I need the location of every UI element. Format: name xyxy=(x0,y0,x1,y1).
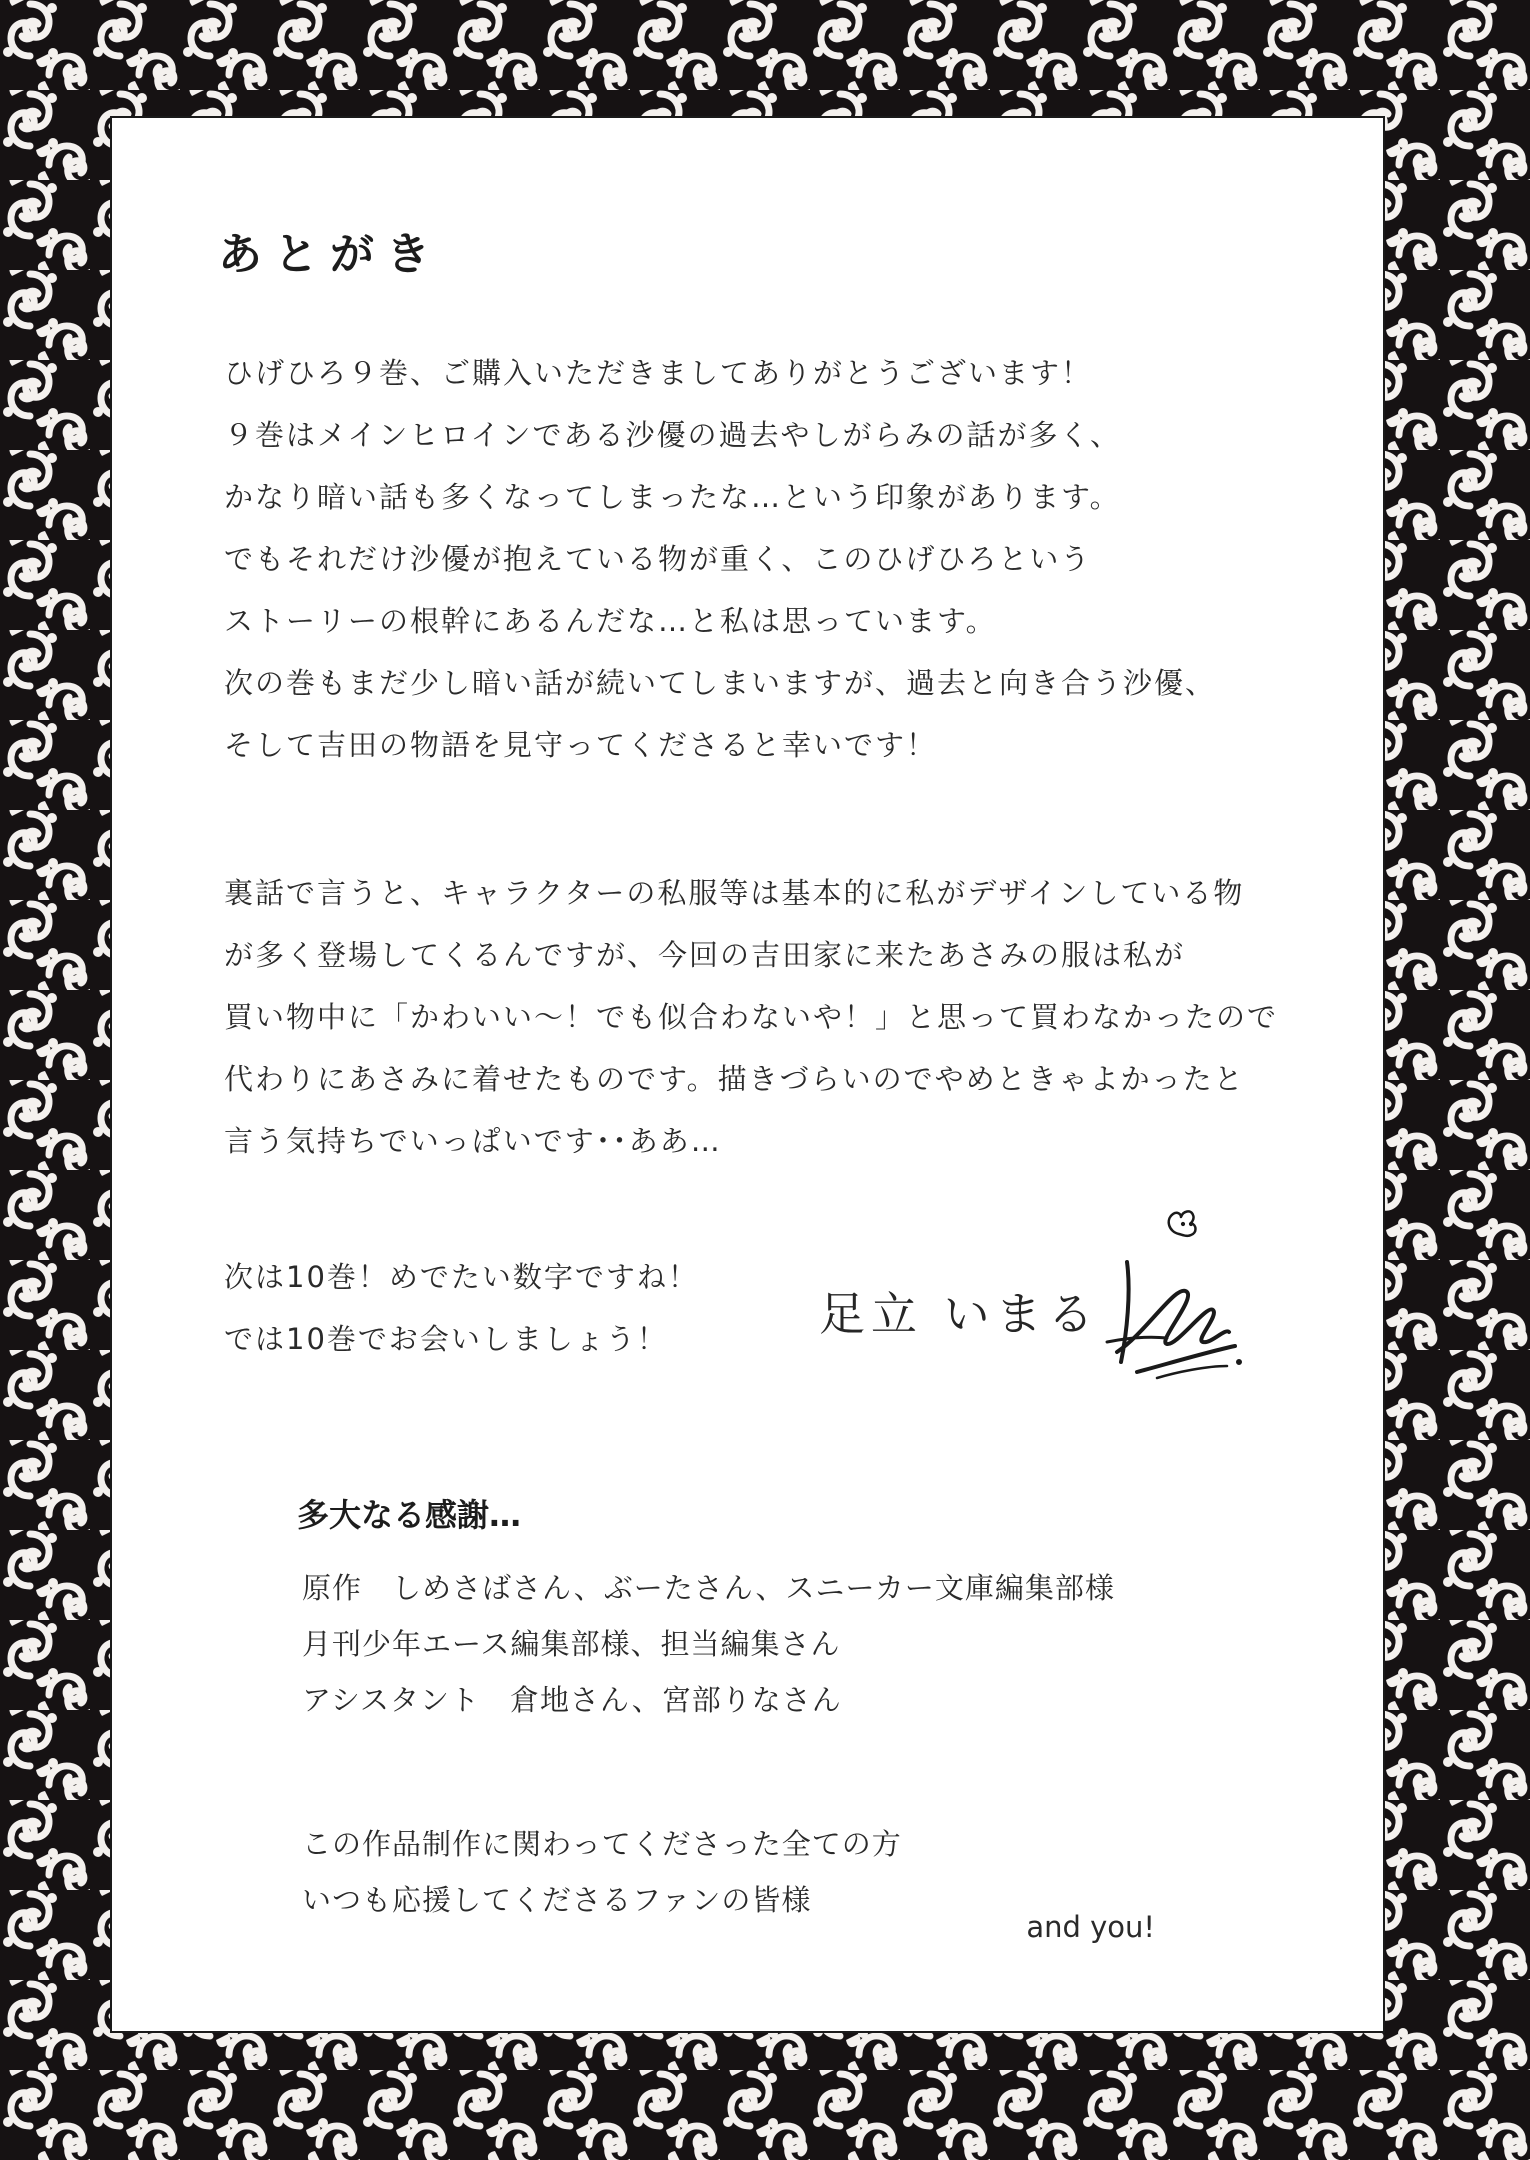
text-line: ストーリーの根幹にあるんだな…と私は思っています。 xyxy=(224,604,997,638)
text-line: 買い物中に「かわいい〜！でも似合わないや！」と思って買わなかったので xyxy=(224,1000,1279,1034)
text-line: 代わりにあさみに着せたものです。描きづらいのでやめときゃよかったと xyxy=(224,1062,1245,1096)
text-line: では10巻でお会いしましょう！ xyxy=(224,1322,668,1356)
text-line: ひげひろ９巻、ご購入いただきましてありがとうございます！ xyxy=(224,356,1093,390)
thanks-heading: 多大なる感謝… xyxy=(297,1496,522,1534)
afterword-page xyxy=(110,116,1385,2033)
and-you-text: and you! xyxy=(1026,1910,1155,1944)
text-line: が多く登場してくるんですが、今回の吉田家に来たあさみの服は私が xyxy=(224,938,1186,972)
credit-line: 原作 しめさばさん、ぶーたさん、スニーカー文庫編集部様 xyxy=(302,1571,1115,1605)
author-signature-icon xyxy=(1097,1202,1247,1392)
paragraph-behind-the-scenes xyxy=(224,862,1278,1172)
closing-line: この作品制作に関わってくださった全ての方 xyxy=(302,1827,902,1861)
page-title: あとがき xyxy=(218,229,442,280)
credits-list xyxy=(302,1560,1115,1728)
text-line: 言う気持ちでいっぱいです･･ああ… xyxy=(224,1124,722,1158)
author-name: 足立 いまる xyxy=(819,1287,1100,1341)
closing-line: いつも応援してくださるファンの皆様 xyxy=(302,1883,812,1917)
text-line: 次の巻もまだ少し暗い話が続いてしまいますが、過去と向き合う沙優、 xyxy=(224,666,1217,700)
text-line: でもそれだけ沙優が抱えている物が重く、このひげひろという xyxy=(224,542,1092,576)
text-line: かなり暗い話も多くなってしまったな…という印象があります。 xyxy=(224,480,1121,514)
credit-line: 月刊少年エース編集部様、担当編集さん xyxy=(302,1627,841,1661)
text-line: 次は10巻！めでたい数字ですね！ xyxy=(224,1260,699,1294)
paragraph-thanks xyxy=(224,342,1216,776)
credit-line: アシスタント 倉地さん、宮部りなさん xyxy=(302,1683,842,1717)
paragraph-next-volume xyxy=(224,1246,699,1370)
closing-thanks xyxy=(302,1816,902,1928)
text-line: そして吉田の物語を見守ってくださると幸いです！ xyxy=(224,728,938,762)
text-line: 裏話で言うと、キャラクターの私服等は基本的に私がデザインしている物 xyxy=(224,876,1245,910)
text-line: ９巻はメインヒロインである沙優の過去やしがらみの話が多く、 xyxy=(224,418,1121,452)
